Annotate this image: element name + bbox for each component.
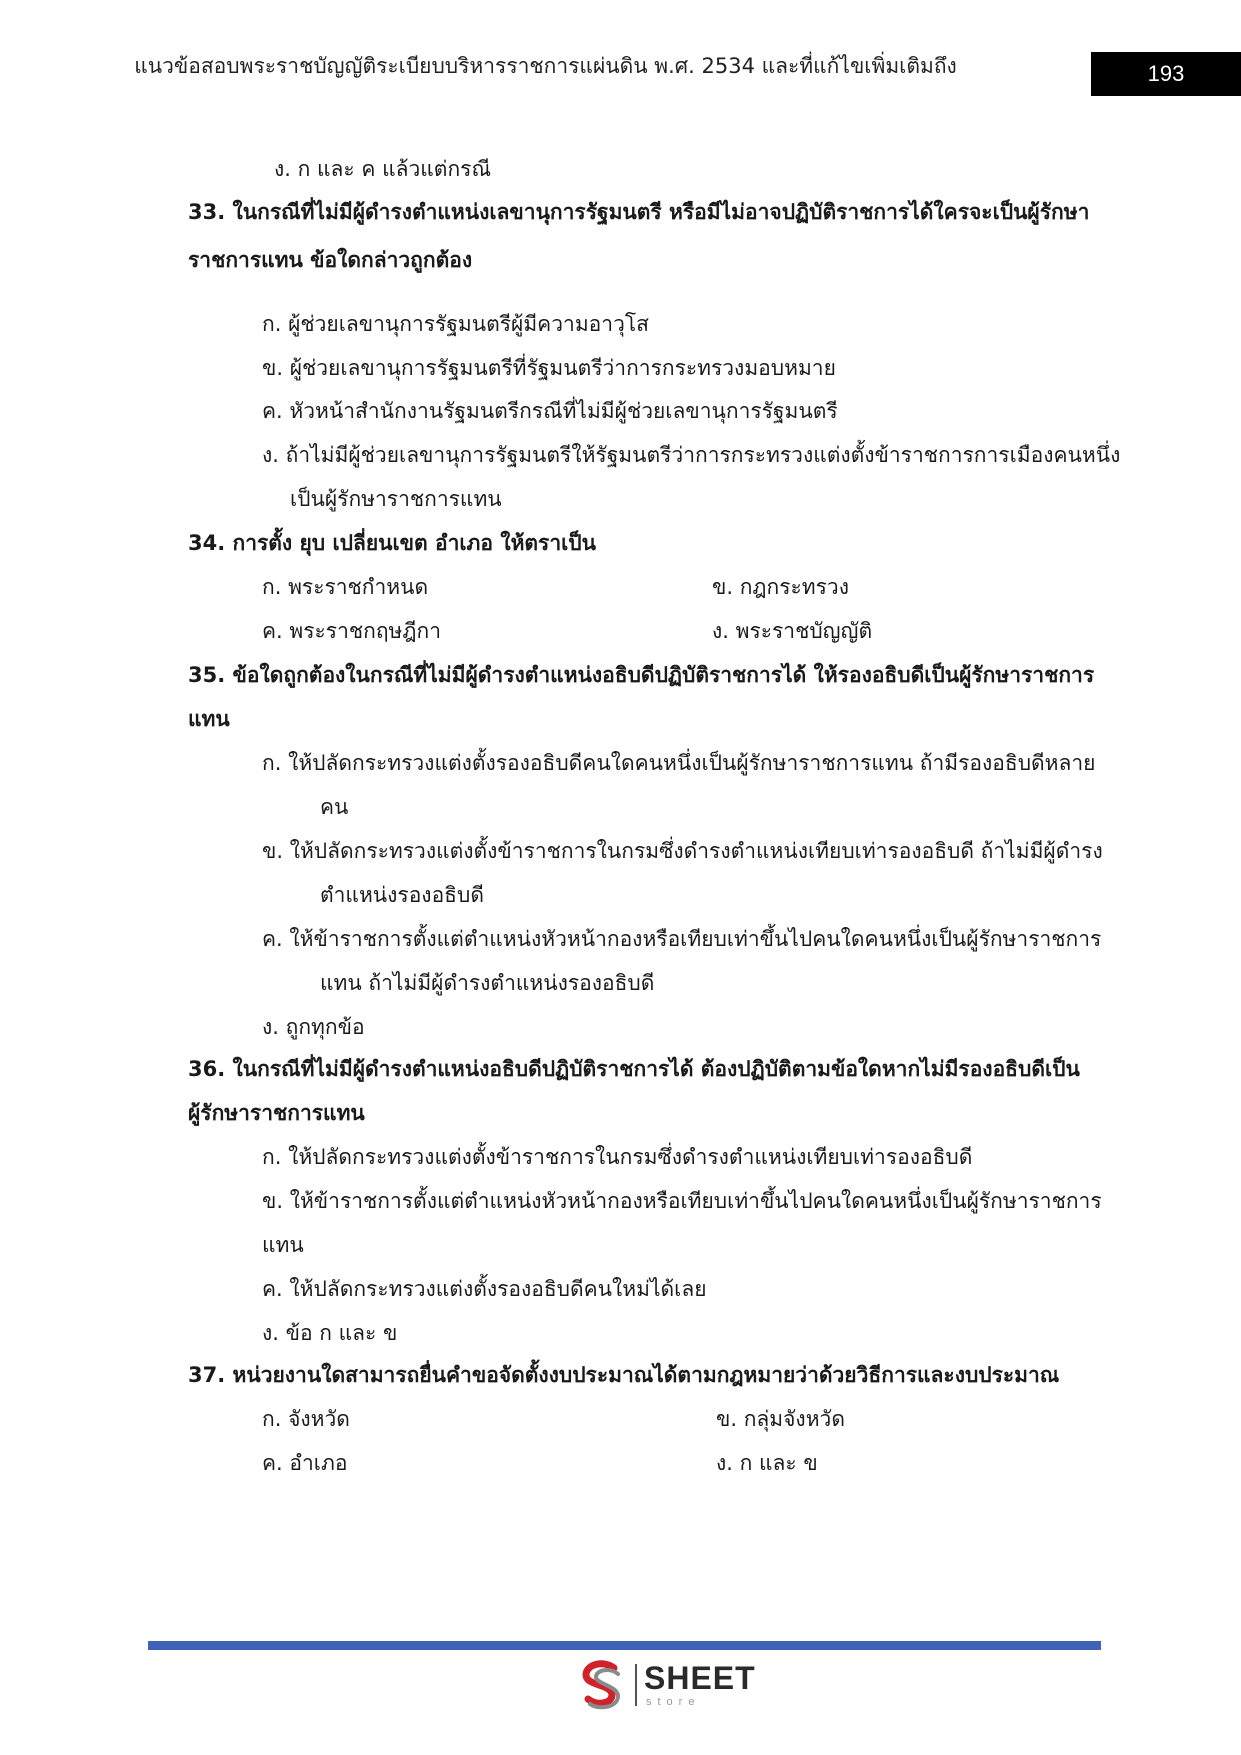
option: ง. ข้อ ก และ ข [262,1321,398,1345]
option: ก. จังหวัด [262,1407,350,1431]
question-35-cont: แทน [188,707,230,731]
header-title: แนวข้อสอบพระราชบัญญัติระเบียบบริหารราชการแผ่นดิน พ.ศ. 2534 และที่แก้ไขเพิ่มเติมถึง [134,54,957,78]
footer-divider [148,1641,1101,1650]
option: ค. หัวหน้าสำนักงานรัฐมนตรีกรณีที่ไม่มีผู้ช่วยเลขานุการรัฐมนตรี [262,399,838,423]
page-number: 193 [1091,52,1241,96]
option-cont: แทน ถ้าไม่มีผู้ดำรงตำแหน่งรองอธิบดี [320,971,655,995]
sheet-store-logo [574,1658,756,1714]
option: ค. พระราชกฤษฎีกา [262,619,442,643]
question-37: 37. หน่วยงานใดสามารถยื่นคำขอจัดตั้งงบประมาณได้ตามกฎหมายว่าด้วยวิธีการและงบประมาณ [188,1363,1060,1387]
option: ก. พระราชกำหนด [262,575,429,599]
option: ค. อำเภอ [262,1451,348,1475]
option: ค. ให้ปลัดกระทรวงแต่งตั้งรองอธิบดีคนใหม่ได้เลย [262,1277,707,1301]
s-logo-icon [574,1658,630,1714]
option: ง. พระราชบัญญัติ [712,619,873,643]
option-cont: เป็นผู้รักษาราชการแทน [290,487,502,511]
option: ง. ถ้าไม่มีผู้ช่วยเลขานุการรัฐมนตรีให้รัฐมนตรีว่าการกระทรวงแต่งตั้งข้าราชการการเมืองคนหนึ่ง [262,443,1121,467]
option: ข. กฎกระทรวง [712,575,849,599]
question-33-cont: ราชการแทน ข้อใดกล่าวถูกต้อง [188,248,473,272]
question-36: 36. ในกรณีที่ไม่มีผู้ดำรงตำแหน่งอธิบดีปฏิบัติราชการได้ ต้องปฏิบัติตามข้อใดหากไม่มีรองอธิบดีเป็น [188,1057,1080,1081]
option-cont: คน [320,795,349,819]
option: ก. ให้ปลัดกระทรวงแต่งตั้งข้าราชการในกรมซึ่งดำรงตำแหน่งเทียบเท่ารองอธิบดี [262,1145,973,1169]
logo-subtext: store [646,1696,701,1708]
option: ง. ก และ ข [716,1451,818,1475]
question-34: 34. การตั้ง ยุบ เปลี่ยนเขต อำเภอ ให้ตราเป็น [188,531,596,555]
option: ค. ให้ข้าราชการตั้งแต่ตำแหน่งหัวหน้ากองหรือเทียบเท่าขึ้นไปคนใดคนหนึ่งเป็นผู้รักษาราชการ [262,927,1102,951]
option-cont: ตำแหน่งรองอธิบดี [320,883,484,907]
option: ข. ให้ปลัดกระทรวงแต่งตั้งข้าราชการในกรมซึ่งดำรงตำแหน่งเทียบเท่ารองอธิบดี ถ้าไม่มีผู้ดำรง [262,839,1103,863]
option: ง. ถูกทุกข้อ [262,1015,365,1039]
option-cont: แทน [262,1233,304,1257]
option: ข. ให้ข้าราชการตั้งแต่ตำแหน่งหัวหน้ากองหรือเทียบเท่าขึ้นไปคนใดคนหนึ่งเป็นผู้รักษาราชการ [262,1189,1102,1213]
question-33: 33. ในกรณีที่ไม่มีผู้ดำรงตำแหน่งเลขานุการรัฐมนตรี หรือมีไม่อาจปฏิบัติราชการได้ใครจะเป็นผู้รักษา [188,200,1090,224]
question-36-cont: ผู้รักษาราชการแทน [188,1101,365,1125]
option: ก. ผู้ช่วยเลขานุการรัฐมนตรีผู้มีความอาวุโส [262,312,649,336]
answer-line: ง. ก และ ค แล้วแต่กรณี [274,157,491,181]
option: ข. กลุ่มจังหวัด [716,1407,845,1431]
question-35: 35. ข้อใดถูกต้องในกรณีที่ไม่มีผู้ดำรงตำแหน่งอธิบดีปฏิบัติราชการได้ ให้รองอธิบดีเป็นผู้รักษาราชการ [188,663,1095,687]
logo-separator [635,1664,637,1706]
option: ข. ผู้ช่วยเลขานุการรัฐมนตรีที่รัฐมนตรีว่าการกระทรวงมอบหมาย [262,356,836,380]
option: ก. ให้ปลัดกระทรวงแต่งตั้งรองอธิบดีคนใดคนหนึ่งเป็นผู้รักษาราชการแทน ถ้ามีรองอธิบดีหลาย [262,751,1096,775]
logo-text: SHEET [644,1660,756,1696]
